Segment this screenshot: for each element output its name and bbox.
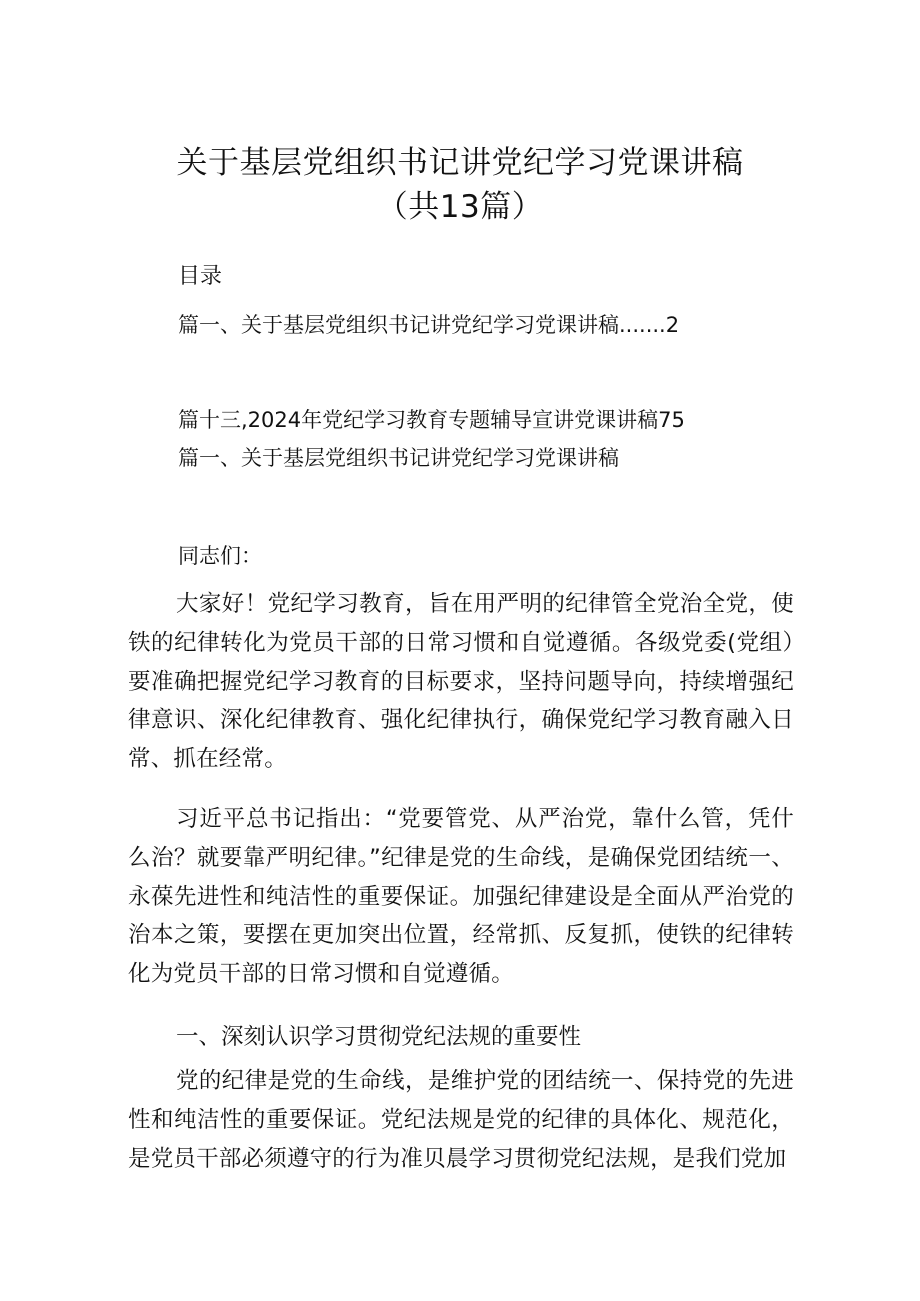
body-paragraph: 大家好！党纪学习教育，旨在用严明的纪律管全党治全党，使铁的纪律转化为党员干部的日常习惯和自觉遵循。各级党委(党组）要准确把握党纪学习教育的目标要求，坚持问题导向，持续增强纪律意识、深化纪律教育、强化纪律执行，确保党纪学习教育融入日常、抓在经常。 (128, 591, 794, 773)
toc-item: 篇一、关于基层党组织书记讲党纪学习党课讲稿.......2 (178, 313, 680, 337)
body-paragraph: 习近平总书记指出：“党要管党、从严治党，靠什么管，凭什么治？就要靠严明纪律。”纪律是党的生命线，是确保党团结统一、永葆先进性和纯洁性的重要保证。加强纪律建设是全面从严治党的治本之策，要摆在更加突出位置，经常抓、反复抓，使铁的纪律转化为党员干部的日常习惯和自觉遵循。 (128, 806, 794, 988)
document-subtitle: （共13篇） (376, 189, 544, 225)
toc-item: 篇十三,2024年党纪学习教育专题辅导宣讲党课讲稿75 (178, 408, 685, 432)
section-heading: 一、深刻认识学习贯彻党纪法规的重要性 (176, 1024, 582, 1050)
toc-heading: 目录 (178, 264, 223, 289)
section-title: 篇一、关于基层党组织书记讲党纪学习党课讲稿 (178, 446, 619, 470)
greeting: 同志们： (178, 544, 262, 568)
body-paragraph: 党的纪律是党的生命线，是维护党的团结统一、保持党的先进性和纯洁性的重要保证。党纪法规是党的纪律的具体化、规范化，是党员干部必须遵守的行为准贝晨学习贯彻党纪法规，是我们党加 (128, 1068, 794, 1172)
document-title: 关于基层党组织书记讲党纪学习党课讲稿 (176, 145, 744, 181)
